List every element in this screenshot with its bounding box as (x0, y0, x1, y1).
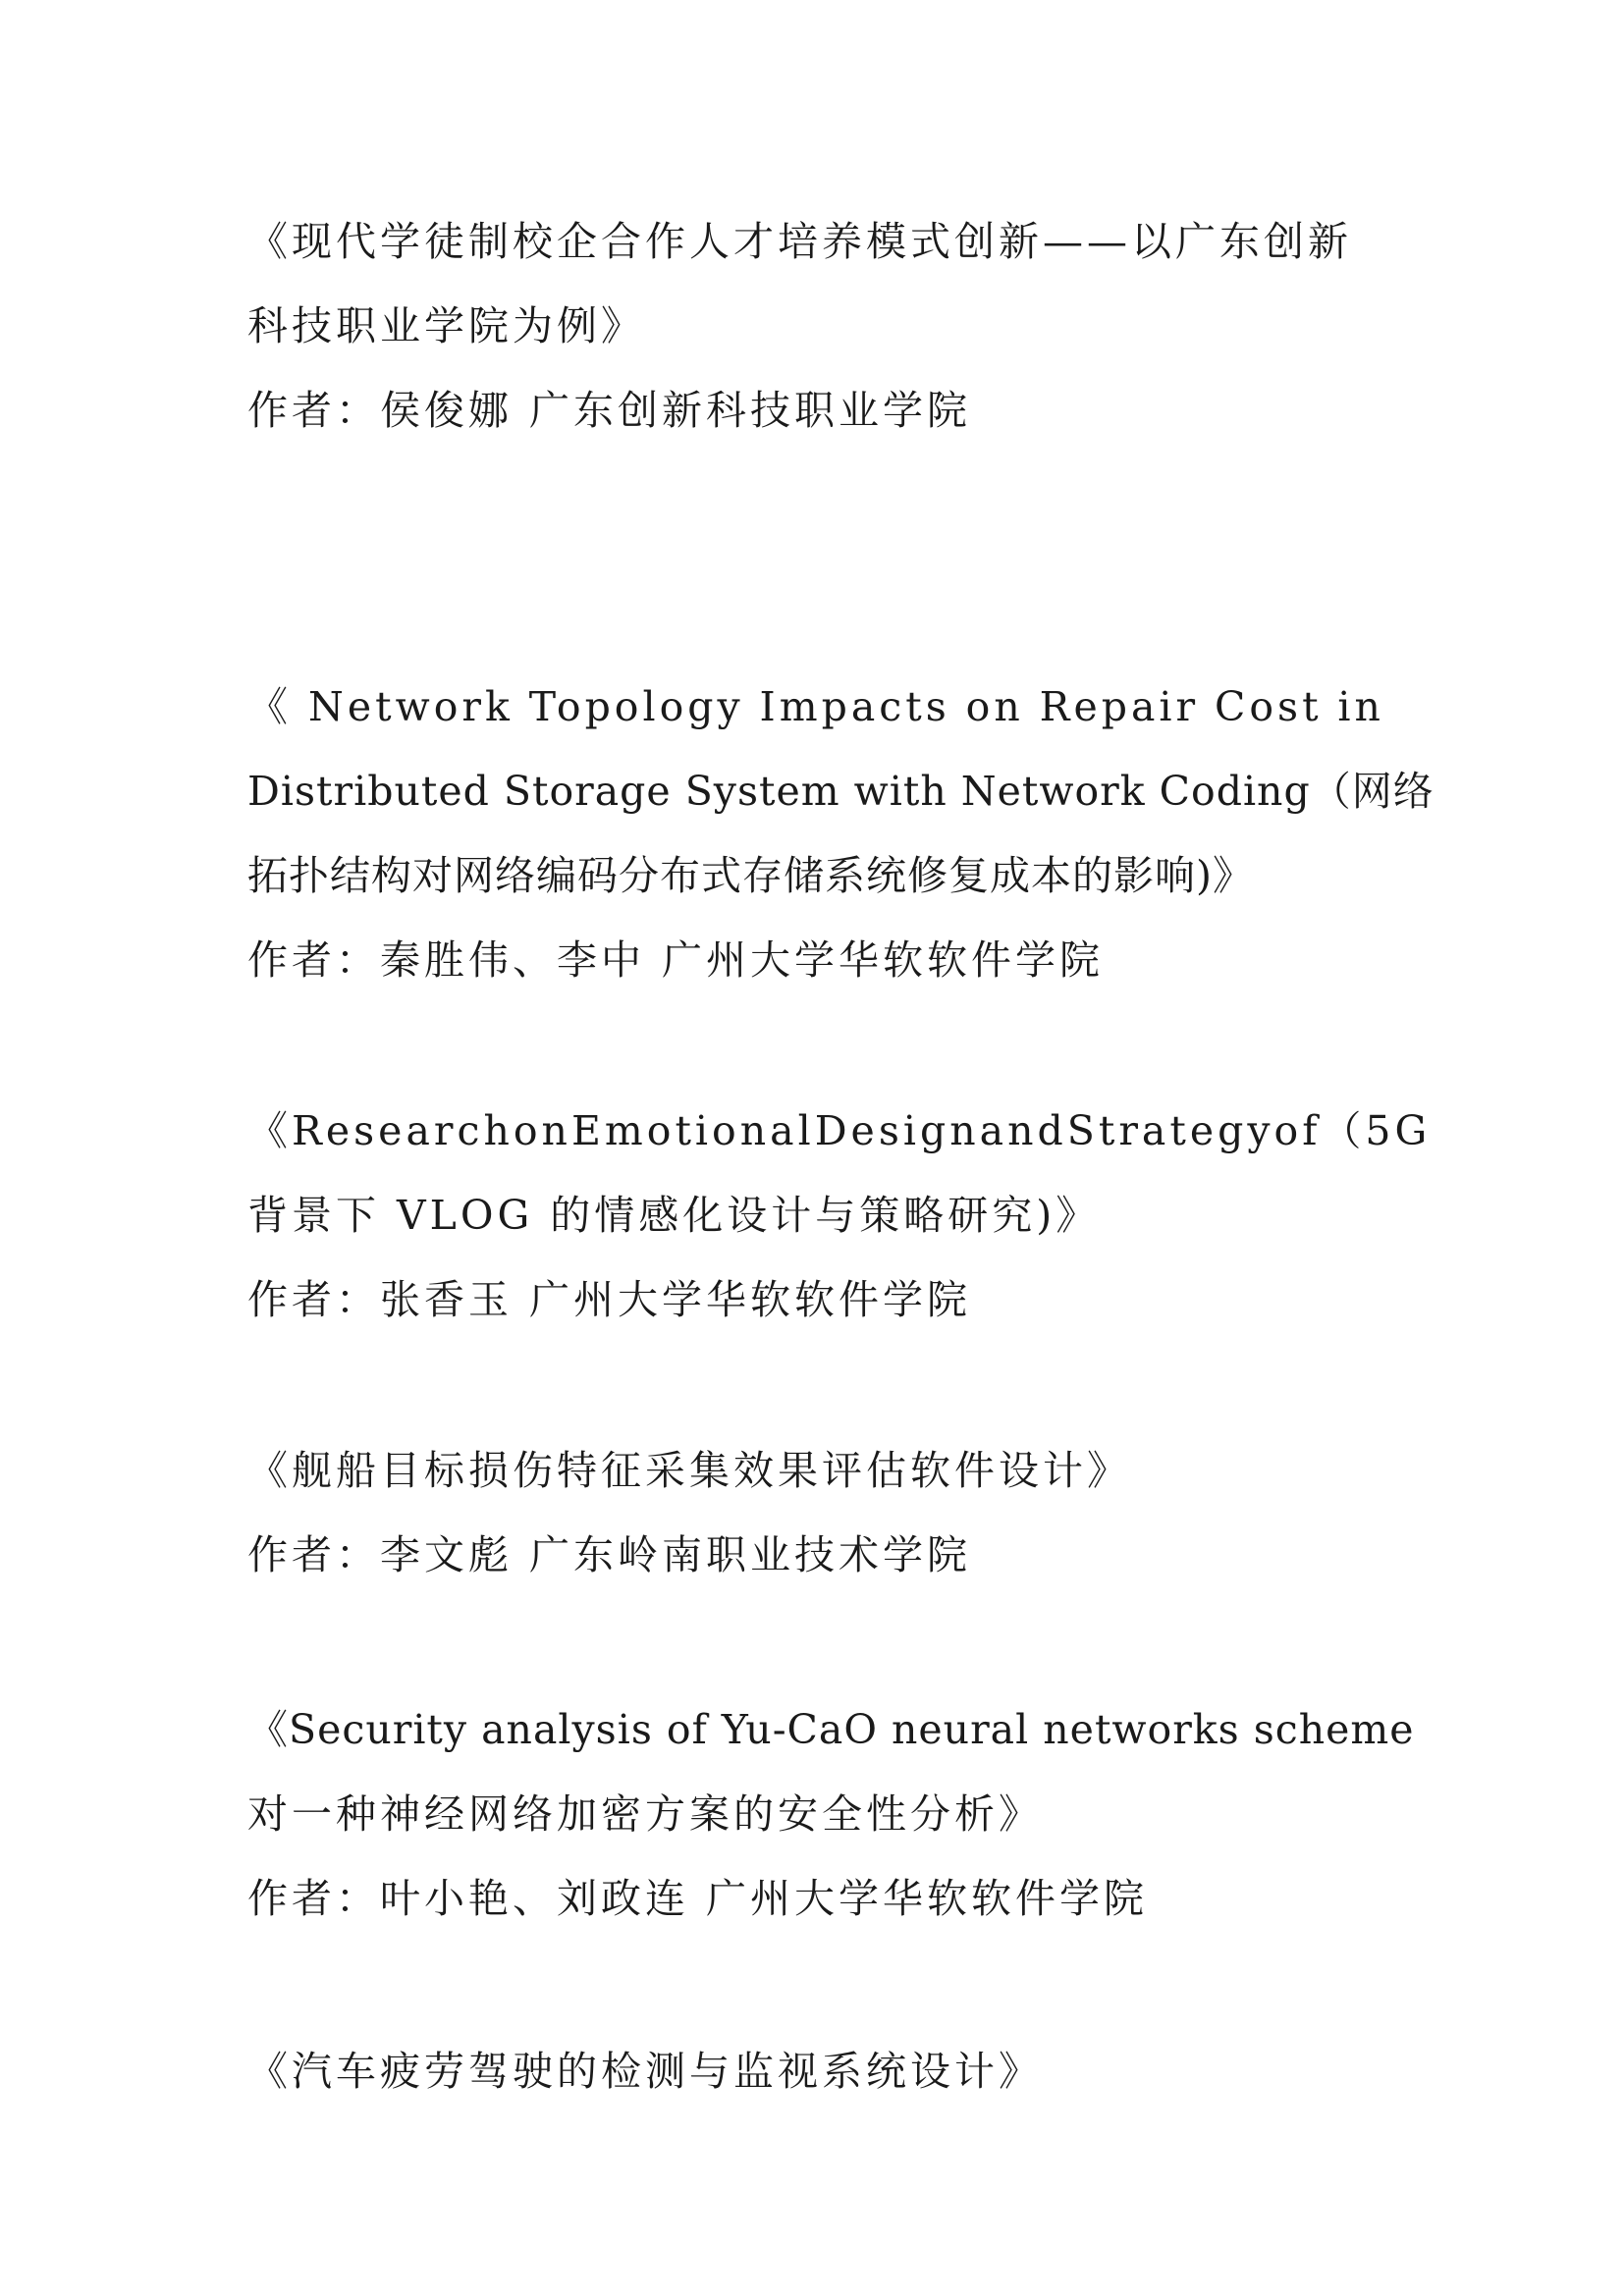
paper-title-line: 背景下 VLOG 的情感化设计与策略研究)》 (247, 1192, 1101, 1239)
title-word: Topology (528, 683, 744, 730)
title-word: in (1337, 683, 1384, 730)
paper-entry (247, 1089, 1432, 1342)
title-word: Design (814, 1107, 980, 1154)
title-word: Repair (1039, 683, 1200, 730)
title-word: Cost (1214, 683, 1323, 730)
title-word: of (1273, 1107, 1322, 1154)
title-word: on (513, 1107, 571, 1154)
title-word: and (979, 1107, 1067, 1154)
paper-author: 作者：李文彪 广东岭南职业技术学院 (247, 1531, 972, 1578)
title-word: Emotional (570, 1107, 815, 1154)
paper-title-line: 《舰船目标损伤特征采集效果评估软件设计》 (247, 1447, 1131, 1494)
paper-title-line: 《汽车疲劳驾驶的检测与监视系统设计》 (247, 2048, 1043, 2095)
title-word: 《Research (247, 1107, 514, 1154)
title-word: on (965, 683, 1024, 730)
paper-entry (247, 665, 1435, 1002)
paper-author: 作者：叶小艳、刘政连 广州大学华软软件学院 (247, 1875, 1149, 1922)
paper-title-line: 拓扑结构对网络编码分布式存储系统修复成本的影响)》 (247, 852, 1254, 899)
title-word: 《 Network (247, 683, 514, 730)
title-word: （5G (1321, 1107, 1432, 1154)
paper-title-line: 《Security analysis of Yu-CaO neural networks scheme (247, 1706, 1415, 1753)
paper-title-line (247, 1089, 1432, 1173)
paper-title-line: 科技职业学院为例》 (247, 302, 645, 349)
paper-title-line: Distributed Storage System with Network Coding（网络 (247, 768, 1435, 815)
title-word: Impacts (759, 683, 950, 730)
paper-author: 作者：秦胜伟、李中 广州大学华软软件学院 (247, 936, 1105, 984)
paper-entry (247, 1687, 1415, 1941)
title-word: Strategy (1066, 1107, 1274, 1154)
paper-entry (247, 1428, 1384, 1597)
paper-entry (247, 2029, 1384, 2113)
paper-author: 作者：侯俊娜 广东创新科技职业学院 (247, 387, 972, 434)
paper-title-line: 对一种神经网络加密方案的安全性分析》 (247, 1790, 1043, 1838)
paper-title-line: 《现代学徒制校企合作人才培养模式创新——以广东创新 (247, 218, 1352, 265)
paper-title-line (247, 665, 1384, 749)
paper-author: 作者：张香玉 广州大学华软软件学院 (247, 1276, 972, 1323)
paper-entry (247, 199, 1384, 453)
